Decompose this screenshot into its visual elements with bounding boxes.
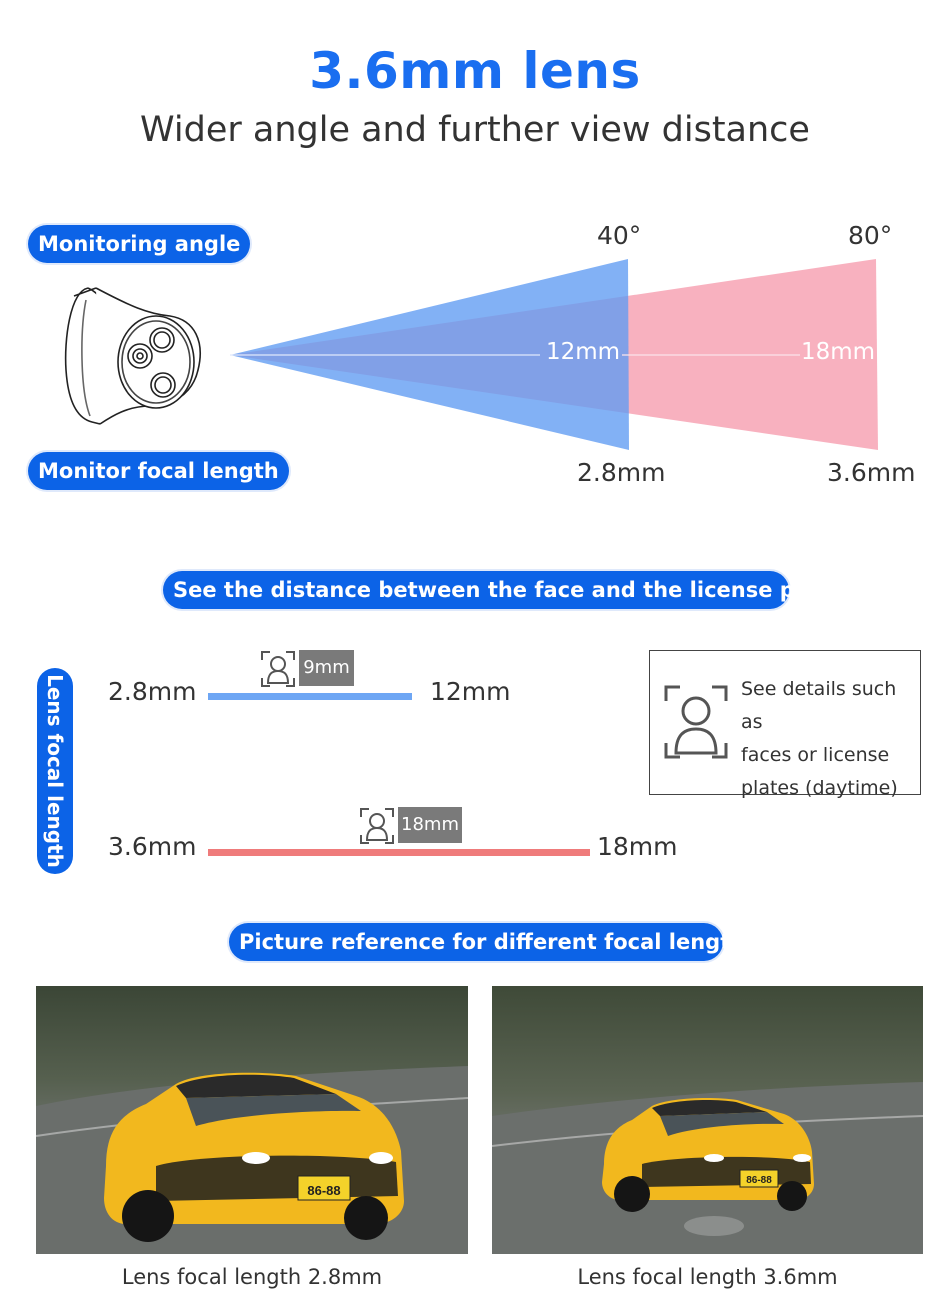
car-photo-3-6mm: [492, 986, 923, 1254]
row-distance-label: 12mm: [430, 677, 511, 706]
distance-small-label: 12mm: [546, 339, 621, 365]
details-info-box: [649, 650, 921, 799]
page-title: 3.6mm lens: [309, 42, 641, 100]
picture-section-heading: Picture reference for different focal lengths: [229, 923, 723, 961]
distance-large-label: 18mm: [801, 339, 876, 365]
focal-bar-short: [208, 693, 412, 700]
focal-large-label: 3.6mm: [827, 458, 916, 487]
license-plate-text: 86-88: [746, 1175, 772, 1186]
distance-tag: 9mm: [299, 650, 354, 686]
car-photo-2-8mm: [36, 986, 468, 1254]
face-icon: [359, 807, 395, 845]
row-distance-label: 18mm: [597, 832, 678, 861]
angle-large-label: 80°: [848, 221, 893, 250]
dome-camera-icon: [66, 288, 201, 424]
distance-section-heading: See the distance between the face and the license plate: [163, 571, 789, 609]
focal-bar-long: [208, 849, 590, 856]
license-plate-text: 86-88: [307, 1183, 341, 1198]
focal-small-label: 2.8mm: [577, 458, 666, 487]
focal-length-label: Monitor focal length: [28, 452, 289, 490]
face-icon: [260, 650, 296, 688]
monitoring-angle-label: Monitoring angle: [28, 225, 250, 263]
angle-small-label: 40°: [597, 221, 642, 250]
photo-caption: Lens focal length 3.6mm: [577, 1265, 838, 1289]
row-lens-label: 2.8mm: [108, 677, 197, 706]
face-scan-icon: [664, 685, 728, 761]
distance-tag: 18mm: [398, 807, 462, 843]
row-lens-label: 3.6mm: [108, 832, 197, 861]
lens-focal-length-vertical-label: Lens focal length: [37, 668, 73, 874]
page-subtitle: Wider angle and further view distance: [140, 110, 810, 150]
info-text: See details such as faces or license plates (daytime): [741, 678, 898, 799]
photo-caption: Lens focal length 2.8mm: [121, 1265, 383, 1289]
